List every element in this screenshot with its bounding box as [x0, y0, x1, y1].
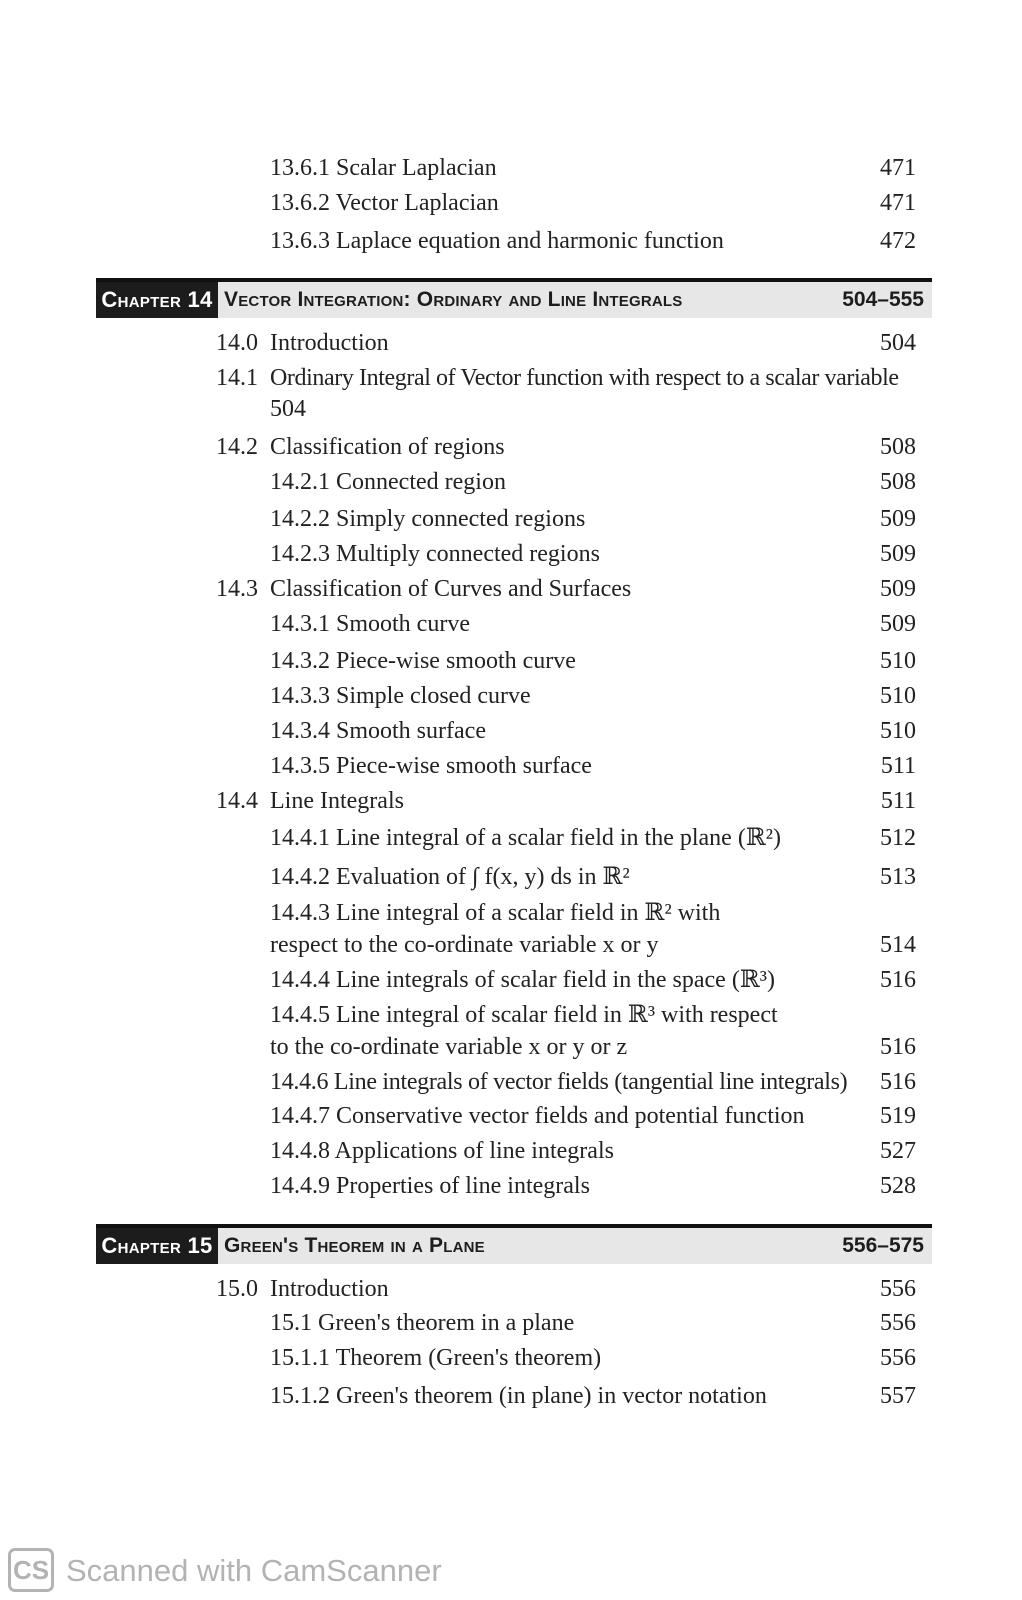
entry-title: Introduction	[270, 1276, 389, 1302]
section-number: 14.1	[216, 365, 258, 391]
chapter-15-tag: Chapter 15	[96, 1228, 218, 1264]
entry-page: 511	[880, 788, 916, 814]
toc-entry	[0, 821, 1022, 855]
entry-title: 14.3.5 Piece-wise smooth surface	[270, 753, 592, 779]
entry-page: 513	[880, 864, 916, 890]
entry-title: 14.3.3 Simple closed curve	[270, 683, 531, 709]
entry-page: 519	[880, 1103, 916, 1129]
section-number: 15.0	[216, 1276, 258, 1302]
toc-entry	[0, 1065, 1022, 1099]
entry-title: 14.4.5 Line integral of scalar field in ℝ³ with respect	[270, 1002, 778, 1028]
entry-title: 14.4.4 Line integrals of scalar field in the space (ℝ³)	[270, 967, 775, 993]
toc-entry	[0, 537, 1022, 571]
section-number: 14.3	[216, 576, 258, 602]
entry-title: 14.3.4 Smooth surface	[270, 718, 486, 744]
toc-entry	[0, 186, 1022, 220]
toc-entry	[0, 151, 1022, 185]
toc-entry	[0, 607, 1022, 641]
toc-entry	[0, 1099, 1022, 1133]
entry-title: 14.4.8 Applications of line integrals	[270, 1138, 614, 1164]
entry-title: 15.1.1 Theorem (Green's theorem)	[270, 1345, 602, 1371]
entry-page: 512	[880, 825, 916, 851]
entry-title: 14.4.6 Line integrals of vector fields (tangential line integrals)	[270, 1069, 848, 1095]
entry-page: 508	[880, 469, 916, 495]
chapter-15-header	[96, 1224, 932, 1264]
toc-entry-continuation	[0, 1030, 1022, 1064]
toc-entry	[0, 784, 1022, 818]
entry-page: 514	[880, 932, 916, 958]
entry-page: 516	[880, 1034, 916, 1060]
camscanner-logo-icon: CS	[8, 1548, 54, 1592]
entry-title: 14.4.2 Evaluation of ∫ f(x, y) ds in ℝ²	[270, 864, 630, 890]
entry-page: 556	[880, 1310, 916, 1336]
entry-title: 14.3.2 Piece-wise smooth curve	[270, 648, 576, 674]
entry-page: 556	[880, 1276, 916, 1302]
entry-title: 15.1 Green's theorem in a plane	[270, 1310, 575, 1336]
toc-entry	[0, 1341, 1022, 1375]
toc-entry	[0, 224, 1022, 258]
toc-entry	[0, 361, 1022, 395]
toc-entry	[0, 679, 1022, 713]
entry-page: 557	[880, 1383, 916, 1409]
entry-page: 510	[880, 718, 916, 744]
entry-title: 14.2.2 Simply connected regions	[270, 506, 586, 532]
toc-entry	[0, 572, 1022, 606]
entry-page: 504	[880, 330, 916, 356]
chapter-14-tag: Chapter 14	[96, 282, 218, 318]
entry-title: 14.2.3 Multiply connected regions	[270, 541, 600, 567]
toc-entry	[0, 749, 1022, 783]
toc-entry	[0, 644, 1022, 678]
toc-entry	[0, 1379, 1022, 1413]
entry-page: 511	[880, 753, 916, 779]
entry-page: 509	[880, 506, 916, 532]
toc-entry-continuation	[0, 928, 1022, 962]
entry-title: Classification of Curves and Surfaces	[270, 576, 632, 602]
section-number: 14.4	[216, 788, 258, 814]
toc-entry	[0, 1169, 1022, 1203]
toc-entry	[0, 465, 1022, 499]
entry-title: 14.4.9 Properties of line integrals	[270, 1173, 590, 1199]
section-number: 14.2	[216, 434, 258, 460]
entry-title: 14.4.7 Conservative vector fields and potential function	[270, 1103, 805, 1129]
entry-page: 510	[880, 648, 916, 674]
entry-page: 471	[880, 190, 916, 216]
entry-page: 510	[880, 683, 916, 709]
toc-entry	[0, 1134, 1022, 1168]
entry-title: 14.2.1 Connected region	[270, 469, 506, 495]
toc-entry	[0, 963, 1022, 997]
chapter-14-page-range: 504–555	[842, 288, 924, 311]
entry-page: 528	[880, 1173, 916, 1199]
entry-page: 516	[880, 967, 916, 993]
toc-entry	[0, 998, 1022, 1032]
entry-page: 471	[880, 155, 916, 181]
entry-title: 14.3.1 Smooth curve	[270, 611, 470, 637]
entry-title: 14.4.3 Line integral of a scalar field in ℝ² with	[270, 900, 721, 926]
entry-page: 509	[880, 576, 916, 602]
entry-page: 527	[880, 1138, 916, 1164]
entry-page: 472	[880, 228, 916, 254]
entry-title: Ordinary Integral of Vector function with respect to a scalar variable	[270, 365, 899, 391]
chapter-14-title: Vector Integration: Ordinary and Line Integrals	[224, 288, 683, 311]
toc-entry	[0, 326, 1022, 360]
toc-entry	[0, 1306, 1022, 1340]
toc-entry	[0, 430, 1022, 464]
entry-page: 508	[880, 434, 916, 460]
entry-title: 15.1.2 Green's theorem (in plane) in vector notation	[270, 1383, 767, 1409]
entry-page-inline: 504	[270, 396, 306, 422]
entry-title: Introduction	[270, 330, 389, 356]
chapter-15-title: Green's Theorem in a Plane	[224, 1234, 485, 1257]
entry-title: Classification of regions	[270, 434, 505, 460]
toc-entry	[0, 860, 1022, 894]
chapter-14-header	[96, 278, 932, 318]
entry-title-line2: to the co-ordinate variable x or y or z	[270, 1034, 628, 1060]
entry-title: 13.6.2 Vector Laplacian	[270, 190, 499, 216]
entry-title-line2: respect to the co-ordinate variable x or y	[270, 932, 659, 958]
toc-entry	[0, 502, 1022, 536]
entry-title: 13.6.1 Scalar Laplacian	[270, 155, 497, 181]
toc-entry	[0, 1272, 1022, 1306]
entry-page: 509	[880, 541, 916, 567]
section-number: 14.0	[216, 330, 258, 356]
entry-title: Line Integrals	[270, 788, 404, 814]
toc-entry	[0, 896, 1022, 930]
entry-page: 509	[880, 611, 916, 637]
entry-page: 516	[880, 1069, 916, 1095]
chapter-15-page-range: 556–575	[842, 1234, 924, 1257]
entry-page: 556	[880, 1345, 916, 1371]
entry-title: 13.6.3 Laplace equation and harmonic function	[270, 228, 724, 254]
toc-entry	[0, 714, 1022, 748]
toc-entry-continuation	[0, 392, 1022, 426]
entry-title: 14.4.1 Line integral of a scalar field in the plane (ℝ²)	[270, 825, 781, 851]
watermark-text: Scanned with CamScanner	[66, 1553, 442, 1588]
